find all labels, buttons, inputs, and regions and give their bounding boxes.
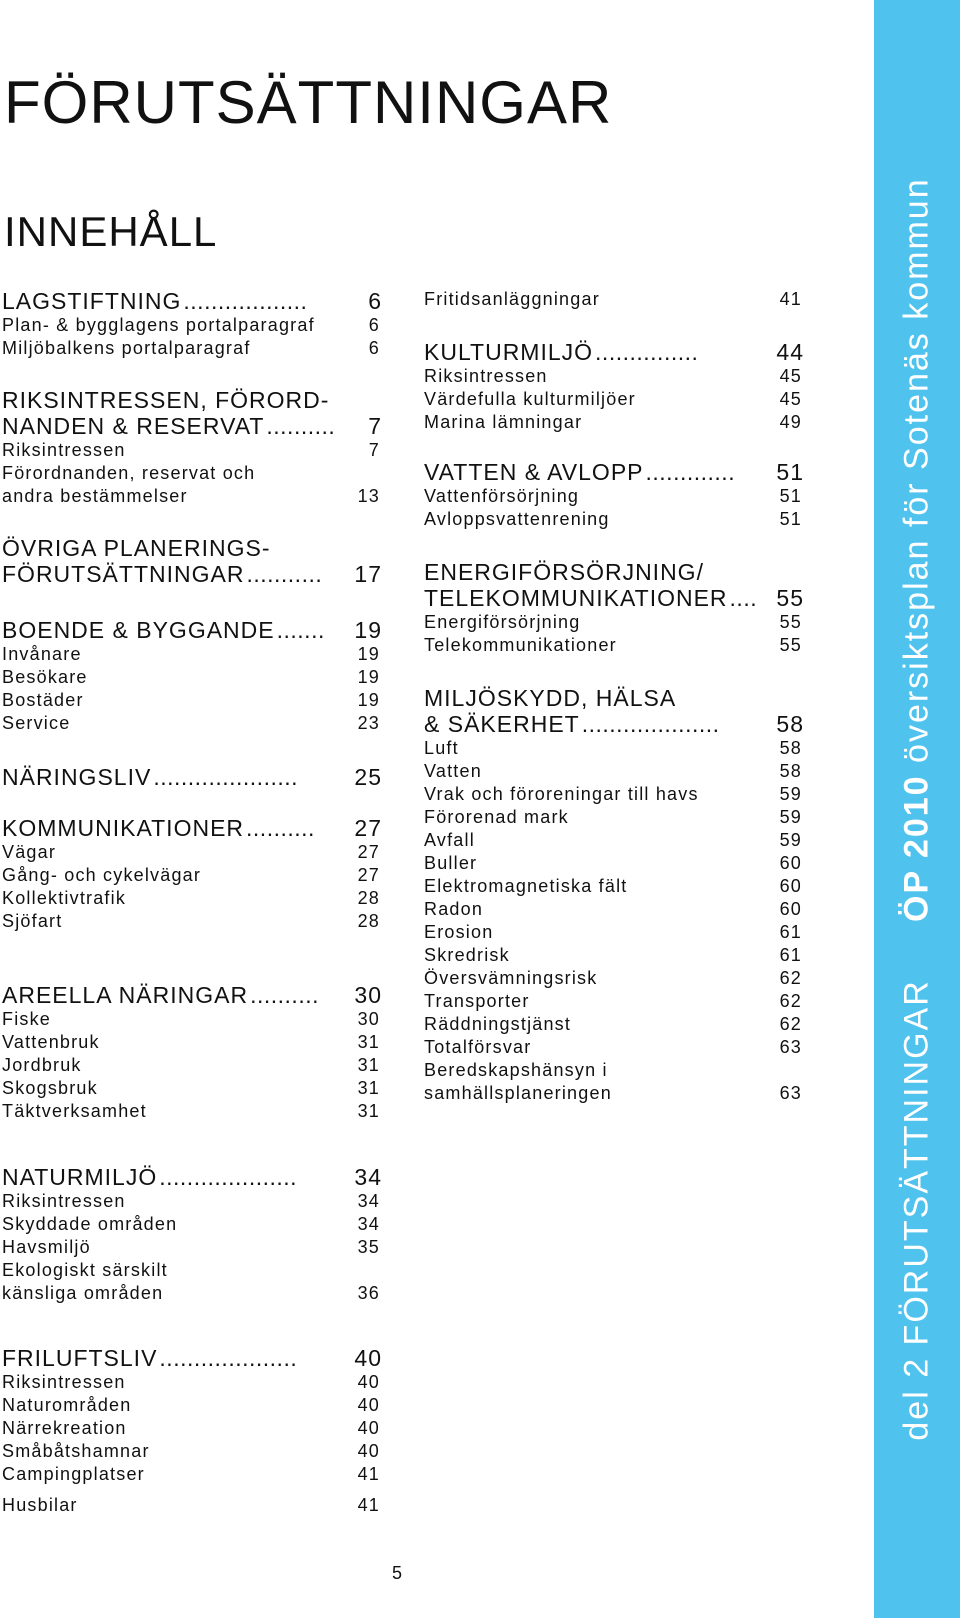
entry-label: Vägar	[2, 842, 57, 862]
entry-page-number: 59	[779, 830, 802, 850]
entry-label: Kollektivtrafik	[2, 888, 127, 908]
toc-entry[interactable]	[2, 337, 382, 360]
toc-section	[2, 535, 382, 587]
entry-label: Täktverksamhet	[2, 1101, 147, 1121]
entry-label: Service	[2, 713, 71, 733]
page-number: 5	[392, 1563, 403, 1583]
entry-page-number	[380, 1259, 382, 1282]
section-title-text: & SÄKERHET	[424, 711, 580, 737]
section-title[interactable]	[424, 585, 804, 611]
leader-dots: ..........	[266, 413, 336, 439]
toc-entry[interactable]	[424, 1013, 804, 1036]
entry-page-number: 31	[357, 1078, 380, 1098]
toc-section	[2, 815, 382, 933]
toc-section	[424, 459, 804, 531]
toc-entry[interactable]	[424, 921, 804, 944]
entry-label: Riksintressen	[424, 366, 548, 386]
section-title[interactable]	[424, 685, 804, 711]
entry-page-number	[802, 1059, 804, 1082]
section-title[interactable]	[2, 288, 382, 314]
section-title-text: NATURMILJÖ	[2, 1164, 158, 1190]
toc-entry[interactable]	[2, 1394, 382, 1417]
toc-entry[interactable]	[424, 485, 804, 508]
entry-label: Beredskapshänsyn i	[424, 1060, 608, 1080]
entry-page-number: 28	[357, 888, 380, 908]
toc-right-column	[424, 288, 804, 1105]
section-title[interactable]	[2, 982, 382, 1008]
entry-page-number: 41	[779, 289, 802, 309]
section-title-text: LAGSTIFTNING	[2, 288, 182, 314]
entry-page-number: 60	[779, 876, 802, 896]
toc-section	[2, 1345, 382, 1517]
section-title[interactable]	[2, 413, 382, 439]
entry-label: Telekommunikationer	[424, 635, 617, 655]
entry-page-number: 41	[357, 1464, 380, 1484]
section-page-number: 7	[368, 413, 382, 439]
section-title-text: ÖVRIGA PLANERINGS-	[2, 535, 271, 561]
section-page-number: 55	[776, 585, 804, 611]
entry-label: Översvämningsrisk	[424, 968, 598, 988]
toc-entry[interactable]	[2, 1100, 382, 1123]
toc-entry[interactable]	[2, 1494, 382, 1517]
toc-entry[interactable]	[424, 967, 804, 990]
toc-entry[interactable]	[2, 1282, 382, 1305]
entry-page-number: 34	[357, 1214, 380, 1234]
entry-label: Fritidsanläggningar	[424, 289, 600, 309]
entry-page-number: 63	[779, 1037, 802, 1057]
leader-dots: ....	[729, 585, 758, 611]
toc-entry[interactable]	[424, 852, 804, 875]
toc-entry[interactable]	[2, 1077, 382, 1100]
entry-page-number: 13	[357, 486, 380, 506]
toc-section	[2, 288, 382, 360]
entry-page-number: 49	[779, 412, 802, 432]
side-banner-plan-name: översiktsplan för Sotenäs kommun	[897, 177, 936, 763]
toc-entry[interactable]	[2, 314, 382, 337]
leader-dots: ..................	[183, 288, 308, 314]
section-title-text: RIKSINTRESSEN, FÖRORD-	[2, 387, 330, 413]
section-page-number: 44	[776, 339, 804, 365]
entry-label: Campingplatser	[2, 1464, 145, 1484]
toc-entry[interactable]	[424, 990, 804, 1013]
entry-page-number: 62	[779, 968, 802, 988]
toc-entry[interactable]	[2, 1008, 382, 1031]
entry-page-number: 40	[357, 1418, 380, 1438]
section-title[interactable]	[424, 559, 804, 585]
toc-section	[424, 685, 804, 1105]
toc-entry[interactable]	[2, 1213, 382, 1236]
section-title[interactable]	[2, 535, 382, 561]
toc-entry[interactable]	[2, 841, 382, 864]
toc-entry[interactable]	[2, 910, 382, 933]
entry-page-number	[380, 462, 382, 485]
toc-entry[interactable]	[2, 1463, 382, 1486]
toc-entry[interactable]	[424, 508, 804, 531]
entry-label: Sjöfart	[2, 911, 63, 931]
toc-entry[interactable]	[424, 1036, 804, 1059]
entry-label: Marina lämningar	[424, 412, 583, 432]
entry-page-number: 41	[357, 1495, 380, 1515]
entry-page-number: 31	[357, 1055, 380, 1075]
entry-label: Buller	[424, 853, 478, 873]
entry-label: Vrak och föroreningar till havs	[424, 784, 699, 804]
section-title[interactable]	[424, 459, 804, 485]
entry-page-number: 7	[368, 440, 380, 460]
entry-page-number: 61	[779, 922, 802, 942]
toc-section	[424, 339, 804, 434]
entry-label: Riksintressen	[2, 1191, 126, 1211]
entry-page-number: 60	[779, 899, 802, 919]
section-title-text: AREELLA NÄRINGAR	[2, 982, 249, 1008]
entry-label: Närrekreation	[2, 1418, 127, 1438]
entry-label: Luft	[424, 738, 459, 758]
leader-dots: ...........	[246, 561, 323, 587]
entry-page-number: 40	[357, 1372, 380, 1392]
toc-entry[interactable]	[424, 760, 804, 783]
section-page-number: 34	[354, 1164, 382, 1190]
entry-page-number: 6	[368, 338, 380, 358]
toc-entry[interactable]	[2, 712, 382, 735]
section-title-text: FÖRUTSÄTTNINGAR	[2, 561, 245, 587]
page-title: FÖRUTSÄTTNINGAR	[4, 69, 613, 136]
side-banner	[874, 0, 960, 1618]
entry-label: Bostäder	[2, 690, 84, 710]
section-title[interactable]	[424, 711, 804, 737]
section-title-text: ENERGIFÖRSÖRJNING/	[424, 559, 704, 585]
entry-label: Jordbruk	[2, 1055, 82, 1075]
entry-label: Gång- och cykelvägar	[2, 865, 202, 885]
section-title[interactable]	[424, 339, 804, 365]
entry-label: Avloppsvattenrening	[424, 509, 610, 529]
toc-entry[interactable]	[424, 1059, 804, 1082]
entry-page-number: 61	[779, 945, 802, 965]
toc-entry[interactable]	[2, 689, 382, 712]
entry-label: Miljöbalkens portalparagraf	[2, 338, 251, 358]
entry-page-number: 55	[779, 612, 802, 632]
toc-section	[2, 1164, 382, 1305]
toc-entry[interactable]	[424, 634, 804, 657]
entry-page-number: 51	[779, 509, 802, 529]
toc-section	[424, 288, 804, 311]
entry-page-number: 40	[357, 1441, 380, 1461]
toc-section	[2, 764, 382, 790]
entry-page-number: 31	[357, 1101, 380, 1121]
entry-page-number: 55	[779, 635, 802, 655]
toc-entry[interactable]	[2, 462, 382, 485]
toc-entry[interactable]	[424, 1082, 804, 1105]
entry-label: Plan- & bygglagens portalparagraf	[2, 315, 315, 335]
toc-entry[interactable]	[424, 806, 804, 829]
entry-label: Erosion	[424, 922, 494, 942]
side-banner-plan-code: ÖP 2010	[897, 774, 936, 922]
entry-page-number: 58	[779, 761, 802, 781]
entry-page-number: 34	[357, 1191, 380, 1211]
section-title[interactable]	[2, 617, 382, 643]
leader-dots: ....................	[159, 1164, 298, 1190]
entry-label: Fiske	[2, 1009, 52, 1029]
entry-page-number: 62	[779, 991, 802, 1011]
entry-page-number: 62	[779, 1014, 802, 1034]
toc-entry[interactable]	[2, 439, 382, 462]
entry-label: samhällsplaneringen	[424, 1083, 612, 1103]
toc-section	[424, 559, 804, 657]
toc-entry[interactable]	[2, 1417, 382, 1440]
toc-entry[interactable]	[424, 611, 804, 634]
section-page-number: 58	[776, 711, 804, 737]
entry-label: Värdefulla kulturmiljöer	[424, 389, 636, 409]
leader-dots: ....................	[581, 711, 720, 737]
leader-dots: ....................	[159, 1345, 298, 1371]
toc-entry[interactable]	[424, 875, 804, 898]
toc-entry[interactable]	[2, 643, 382, 666]
entry-label: Radon	[424, 899, 484, 919]
entry-page-number: 40	[357, 1395, 380, 1415]
entry-label: Vatten	[424, 761, 482, 781]
section-title[interactable]	[2, 387, 382, 413]
entry-label: Skredrisk	[424, 945, 510, 965]
section-page-number: 27	[354, 815, 382, 841]
toc-section	[2, 982, 382, 1123]
entry-page-number: 30	[357, 1009, 380, 1029]
section-page-number: 19	[354, 617, 382, 643]
entry-label: Skyddade områden	[2, 1214, 178, 1234]
section-title-text: NANDEN & RESERVAT	[2, 413, 265, 439]
toc-entry[interactable]	[424, 944, 804, 967]
entry-label: Förorenad mark	[424, 807, 569, 827]
entry-page-number: 19	[357, 667, 380, 687]
section-title-text: VATTEN & AVLOPP	[424, 459, 644, 485]
toc-entry[interactable]	[424, 737, 804, 760]
entry-page-number: 23	[357, 713, 380, 733]
section-title[interactable]	[2, 815, 382, 841]
entry-label: känsliga områden	[2, 1283, 164, 1303]
entry-page-number: 28	[357, 911, 380, 931]
entry-label: Vattenförsörjning	[424, 486, 580, 506]
toc-entry[interactable]	[2, 485, 382, 508]
side-banner-part: del 2 FÖRUTSÄTTNINGAR	[897, 979, 936, 1441]
section-title-text: BOENDE & BYGGANDE	[2, 617, 275, 643]
toc-entry[interactable]	[424, 288, 804, 311]
leader-dots: .....................	[153, 764, 299, 790]
entry-label: Energiförsörjning	[424, 612, 581, 632]
toc-entry[interactable]	[424, 388, 804, 411]
entry-label: Ekologiskt särskilt	[2, 1260, 168, 1280]
toc-section	[2, 617, 382, 735]
entry-page-number: 27	[357, 842, 380, 862]
section-page-number: 40	[354, 1345, 382, 1371]
entry-page-number: 35	[357, 1237, 380, 1257]
entry-page-number: 63	[779, 1083, 802, 1103]
section-title[interactable]	[2, 561, 382, 587]
entry-page-number: 45	[779, 366, 802, 386]
toc-entry[interactable]	[2, 1371, 382, 1394]
entry-page-number: 19	[357, 690, 380, 710]
entry-label: Elektromagnetiska fält	[424, 876, 628, 896]
toc-left-column	[2, 288, 382, 1517]
entry-page-number: 31	[357, 1032, 380, 1052]
toc-entry[interactable]	[2, 1054, 382, 1077]
entry-label: Transporter	[424, 991, 530, 1011]
entry-label: Avfall	[424, 830, 475, 850]
entry-label: Havsmiljö	[2, 1237, 91, 1257]
toc-entry[interactable]	[424, 365, 804, 388]
entry-label: Besökare	[2, 667, 88, 687]
toc-entry[interactable]	[2, 1236, 382, 1259]
entry-page-number: 45	[779, 389, 802, 409]
section-title-text: FRILUFTSLIV	[2, 1345, 158, 1371]
leader-dots: ...............	[595, 339, 699, 365]
entry-page-number: 6	[368, 315, 380, 335]
toc-heading: INNEHÅLL	[4, 208, 218, 255]
toc-section	[2, 387, 382, 508]
entry-label: Totalförsvar	[424, 1037, 532, 1057]
entry-page-number: 36	[357, 1283, 380, 1303]
entry-label: Riksintressen	[2, 1372, 126, 1392]
entry-label: Husbilar	[2, 1495, 78, 1515]
toc-entry[interactable]	[424, 411, 804, 434]
entry-page-number: 60	[779, 853, 802, 873]
entry-label: Riksintressen	[2, 440, 126, 460]
toc-entry[interactable]	[2, 666, 382, 689]
toc-entry[interactable]	[424, 829, 804, 852]
toc-entry[interactable]	[2, 864, 382, 887]
entry-label: Invånare	[2, 644, 82, 664]
toc-entry[interactable]	[2, 1190, 382, 1213]
toc-entry[interactable]	[2, 1031, 382, 1054]
entry-page-number: 27	[357, 865, 380, 885]
section-title-text: MILJÖSKYDD, HÄLSA	[424, 685, 677, 711]
section-title[interactable]	[2, 1345, 382, 1371]
entry-page-number: 59	[779, 807, 802, 827]
section-page-number: 25	[354, 764, 382, 790]
entry-page-number: 59	[779, 784, 802, 804]
leader-dots: ..........	[250, 982, 319, 1008]
section-title[interactable]	[2, 764, 382, 790]
entry-page-number: 19	[357, 644, 380, 664]
entry-label: Naturområden	[2, 1395, 132, 1415]
leader-dots: .......	[276, 617, 325, 643]
section-page-number: 51	[776, 459, 804, 485]
section-page-number: 30	[354, 982, 382, 1008]
entry-page-number: 51	[779, 486, 802, 506]
section-title-text: TELEKOMMUNIKATIONER	[424, 585, 728, 611]
section-title-text: KOMMUNIKATIONER	[2, 815, 245, 841]
entry-label: Småbåtshamnar	[2, 1441, 150, 1461]
toc-entry[interactable]	[424, 898, 804, 921]
section-title-text: NÄRINGSLIV	[2, 764, 152, 790]
section-page-number: 6	[368, 288, 382, 314]
toc-entry[interactable]	[2, 1259, 382, 1282]
toc-entry[interactable]	[2, 887, 382, 910]
entry-label: andra bestämmelser	[2, 486, 188, 506]
section-page-number: 17	[354, 561, 382, 587]
entry-page-number: 58	[779, 738, 802, 758]
entry-label: Räddningstjänst	[424, 1014, 572, 1034]
section-title-text: KULTURMILJÖ	[424, 339, 594, 365]
toc-entry[interactable]	[2, 1440, 382, 1463]
toc-entry[interactable]	[424, 783, 804, 806]
section-title[interactable]	[2, 1164, 382, 1190]
entry-label: Skogsbruk	[2, 1078, 98, 1098]
entry-label: Vattenbruk	[2, 1032, 100, 1052]
side-banner-text	[898, 177, 937, 1440]
leader-dots: .............	[645, 459, 736, 485]
leader-dots: ..........	[246, 815, 315, 841]
entry-label: Förordnanden, reservat och	[2, 463, 256, 483]
